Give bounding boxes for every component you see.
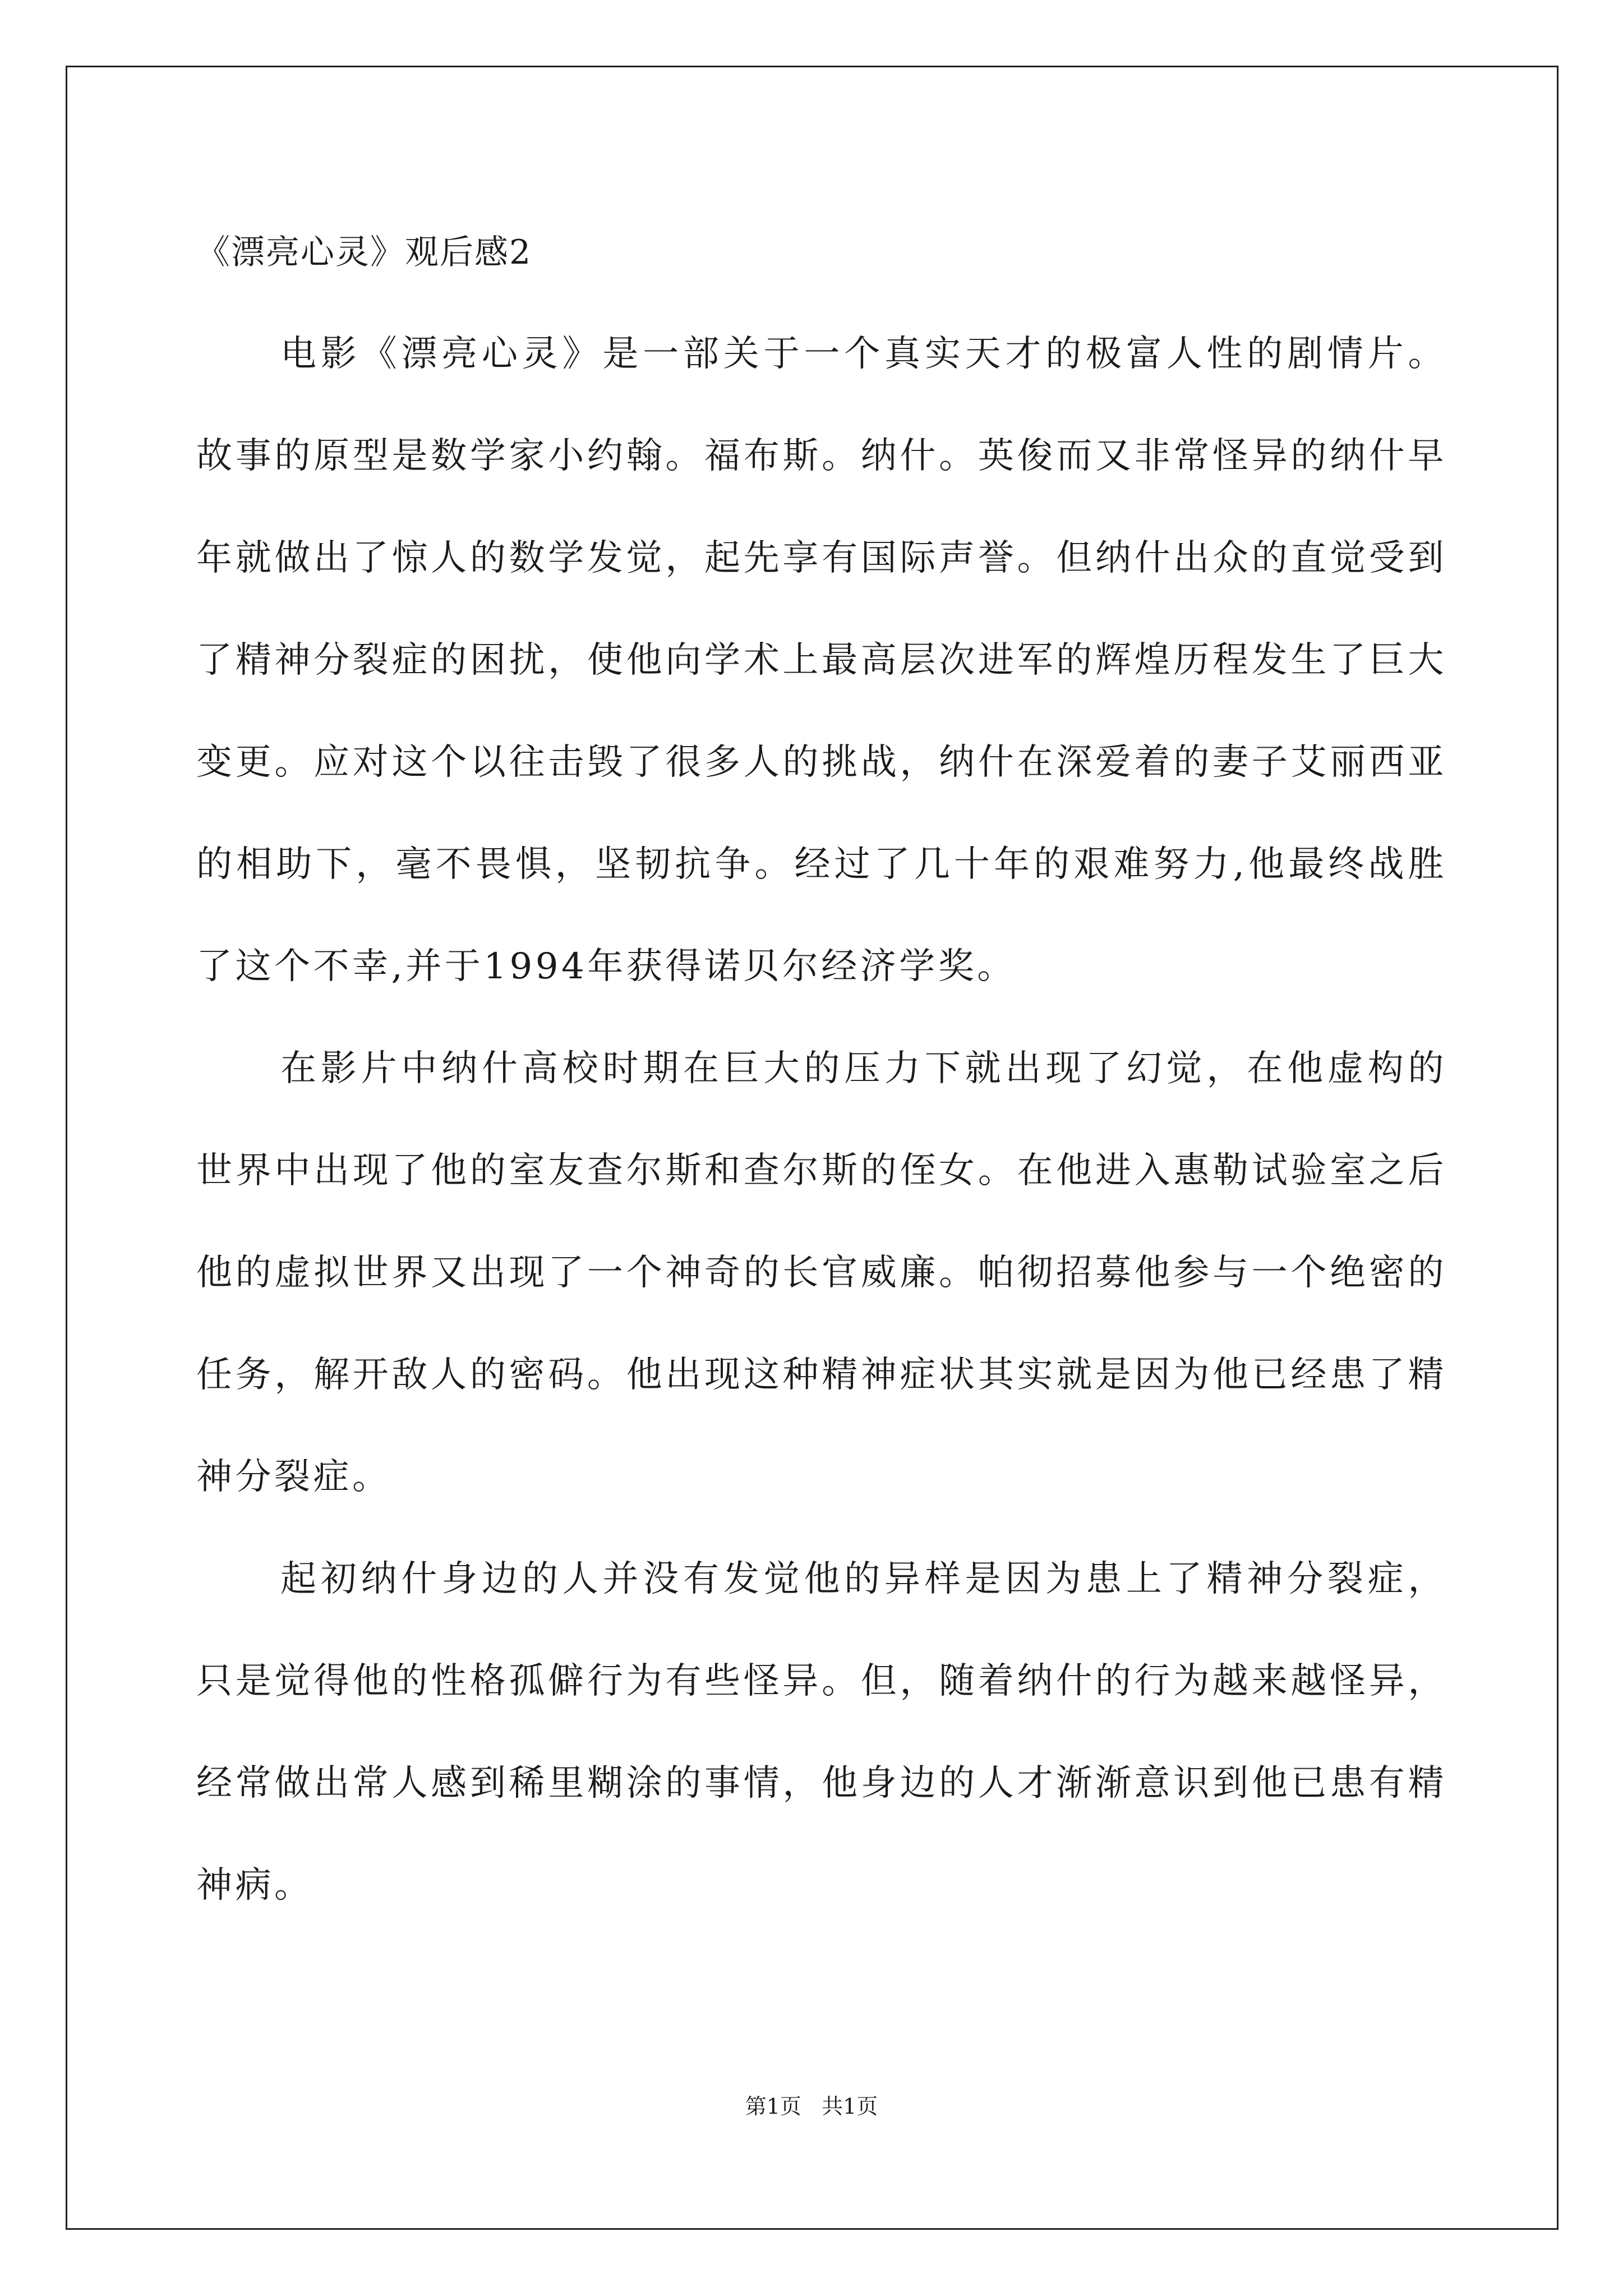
paragraph: 起初纳什身边的人并没有发觉他的异样是因为患上了精神分裂症，只是觉得他的性格孤僻行为有些怪异。但，随着纳什的行为越来越怪异，经常做出常人感到稀里糊涂的事情，他身边的人才渐渐意识到他已患有精神病。 — [196, 1558, 1447, 1906]
page-number-footer: 第1页 共1页 — [745, 2094, 878, 2119]
paragraph: 在影片中纳什高校时期在巨大的压力下就出现了幻觉，在他虚构的世界中出现了他的室友查尔斯和查尔斯的侄女。在他进入惠勒试验室之后他的虚拟世界又出现了一个神奇的长官威廉。帕彻招募他参与一个绝密的任务，解开敌人的密码。他出现这种精神症状其实就是因为他已经患了精神分裂症。 — [196, 1048, 1447, 1498]
paragraph: 电影《漂亮心灵》是一部关于一个真实天才的极富人性的剧情片。故事的原型是数学家小约翰。福布斯。纳什。英俊而又非常怪异的纳什早年就做出了惊人的数学发觉，起先享有国际声誉。但纳什出众的直觉受到了精神分裂症的困扰，使他向学术上最高层次进军的辉煌历程发生了巨大变更。应对这个以往击毁了很多人的挑战，纳什在深爱着的妻子艾丽西亚的相助下，毫不畏惧，坚韧抗争。经过了几十年的艰难努力,他最终战胜了这个不幸,并于1994年获得诺贝尔经济学奖。 — [196, 333, 1447, 987]
document-title: 《漂亮心灵》观后感2 — [196, 233, 532, 272]
document-body — [196, 303, 1447, 1936]
